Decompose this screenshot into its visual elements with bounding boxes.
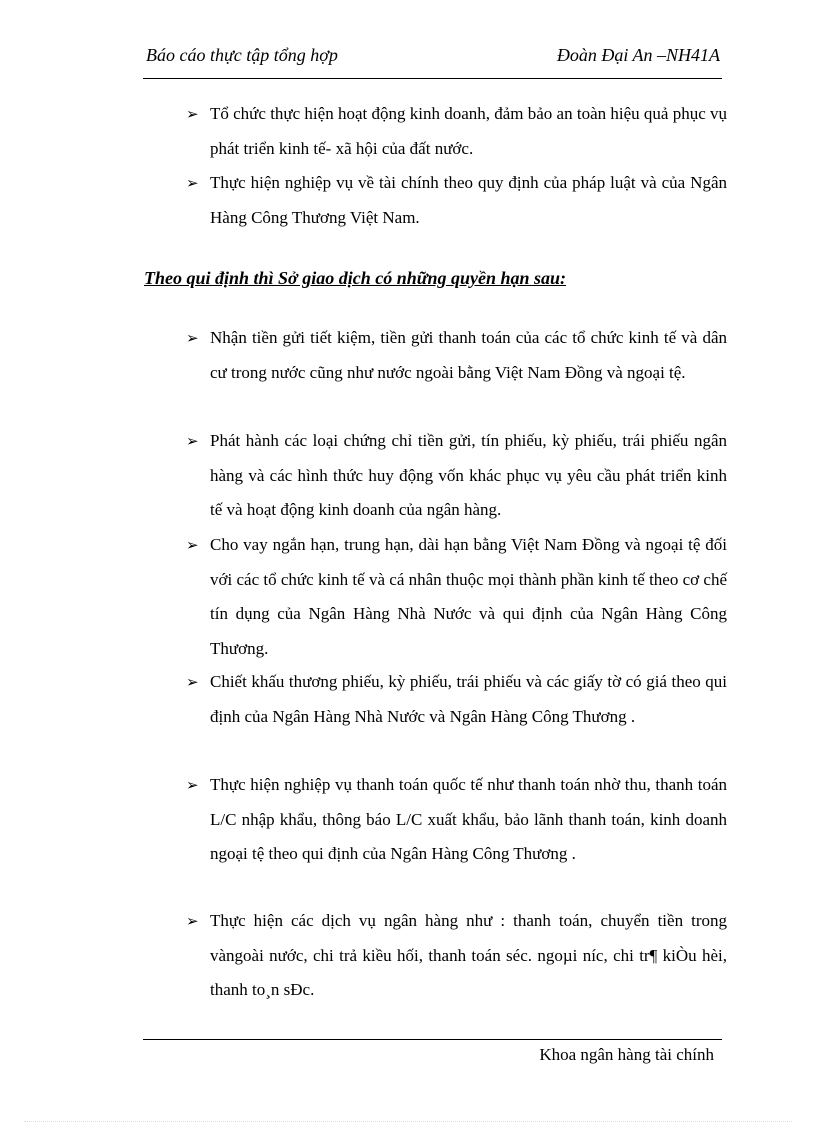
list-item	[186, 321, 727, 390]
arrow-bullet-icon: ➢	[186, 329, 199, 347]
list-item-text: Thực hiện nghiệp vụ về tài chính theo quy định của pháp luật và của Ngân Hàng Công Thương Việt Nam.	[210, 173, 727, 227]
arrow-bullet-icon: ➢	[186, 174, 199, 192]
list-item-text: Tổ chức thực hiện hoạt động kinh doanh, đảm bảo an toàn hiệu quả phục vụ phát triển kinh tế- xã hội của đất nước.	[210, 104, 727, 158]
list-item	[186, 424, 727, 528]
arrow-bullet-icon: ➢	[186, 912, 199, 930]
list-item-text: Chiết khấu thương phiếu, kỳ phiếu, trái phiếu và các giấy tờ có giá theo qui định của Ngân Hàng Nhà Nước và Ngân Hàng Công Thương .	[210, 672, 727, 726]
report-title: Báo cáo thực tập tổng hợp	[146, 45, 338, 65]
page-header	[143, 40, 722, 79]
list-item	[186, 904, 727, 1008]
list-item	[186, 665, 727, 734]
section-title: Theo qui định thì Sở giao dịch có những quyền hạn sau:	[144, 268, 567, 288]
arrow-bullet-icon: ➢	[186, 432, 199, 450]
arrow-bullet-icon: ➢	[186, 536, 199, 554]
list-item	[186, 528, 727, 666]
list-item-text: Thực hiện nghiệp vụ thanh toán quốc tế như thanh toán nhờ thu, thanh toán L/C nhập khẩu, thông báo L/C xuất khẩu, bảo lãnh thanh toán, kinh doanh ngoại tệ theo qui định của Ngân Hàng Công Thương .	[210, 775, 727, 863]
arrow-bullet-icon: ➢	[186, 776, 199, 794]
list-item	[186, 768, 727, 872]
author-class: Đoàn Đại An –NH41A	[556, 45, 720, 65]
list-item	[186, 166, 727, 235]
list-item-text: Thực hiện các dịch vụ ngân hàng như : thanh toán, chuyển tiền trong vàngoài nước, chi trả kiều hối, thanh toán séc. ngoµi níc, chi tr¶ kiÒu hèi, thanh to¸n sÐc.	[210, 911, 727, 999]
list-item	[186, 97, 727, 166]
list-item-text: Phát hành các loại chứng chỉ tiền gửi, tín phiếu, kỳ phiếu, trái phiếu ngân hàng và các hình thức huy động vốn khác phục vụ yêu cầu phát triển kinh tế và hoạt động kinh doanh của ngân hàng.	[210, 431, 727, 519]
footer-divider	[143, 1039, 722, 1040]
arrow-bullet-icon: ➢	[186, 105, 199, 123]
arrow-bullet-icon: ➢	[186, 673, 199, 691]
list-item-text: Cho vay ngắn hạn, trung hạn, dài hạn bằng Việt Nam Đồng và ngoại tệ đối với các tổ chức kinh tế và cá nhân thuộc mọi thành phần kinh tế theo cơ chế tín dụng của Ngân Hàng Nhà Nước và qui định của Ngân Hàng Công Thương.	[210, 535, 727, 658]
page-edge-divider	[24, 1121, 792, 1122]
list-item-text: Nhận tiền gửi tiết kiệm, tiền gửi thanh toán của các tổ chức kinh tế và dân cư trong nước cũng như nước ngoài bằng Việt Nam Đồng và ngoại tệ.	[210, 328, 727, 382]
footer-department: Khoa ngân hàng tài chính	[539, 1045, 714, 1064]
